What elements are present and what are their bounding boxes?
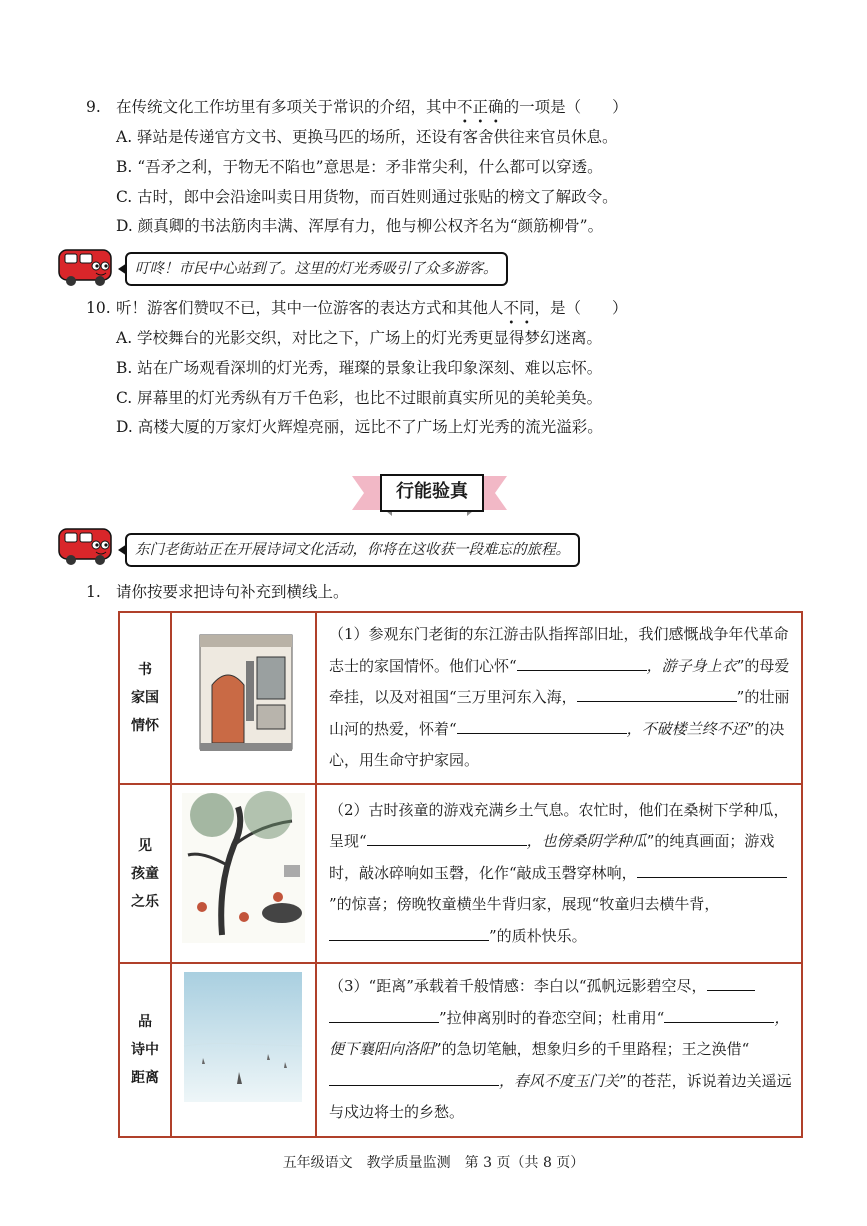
text-segment: ”的决心，用生命守护家园。 [329,719,785,770]
label-line: 之乐 [131,893,159,910]
emphasis-char: 不 [503,299,520,317]
fill-blank[interactable] [367,827,527,846]
option-d[interactable]: D. 高楼大厦的万家灯火辉煌亮丽，远比不了广场上灯光秀的流光溢彩。 [116,418,603,436]
illustration-cell [171,612,316,784]
text-segment: ”的惊喜；傍晚牧童横坐牛背归家，展现“牧童归去横牛背， [329,895,720,914]
row-label [119,612,171,784]
fill-blank[interactable] [329,1067,499,1086]
text-segment: ”的母爱牵挂，以及对祖国“三万里河东入海， [329,656,790,707]
text-segment: （2）古时孩童的游戏充满乡土气息。农忙时，他们在桑树下学种瓜，呈现“ [329,800,789,851]
text-segment: ”的苍茫，诉说着边关遥远与戍边将士的乡愁。 [329,1071,792,1122]
bubble-text: 叮咚！市民中心站到了。这里的灯光秀吸引了众多游客。 [135,261,498,277]
text-segment: ”的急切笔触，想象归乡的千里路程；王之涣借“ [434,1040,750,1059]
illustration-cell [171,784,316,963]
stem-text: 听！游客们赞叹不已，其中一位游客的表达方式和其他人 [116,299,504,317]
row-text [316,963,802,1137]
stem-text: 请你按要求把诗句补充到横线上。 [116,583,349,601]
stem-text: 的一项是（ ） [503,98,628,116]
printed-verse: ，不破楼兰终不还 [626,719,747,738]
fill-blank[interactable] [329,922,489,941]
lake-sailboats-illustration [172,964,315,1132]
fill-blank[interactable] [687,683,737,702]
label-line: 家国 [131,690,159,706]
text-segment: ”的壮丽山河的热爱，怀着“ [329,688,790,738]
table-row [119,963,802,1137]
option-b[interactable]: B. 站在广场观看深圳的灯光秀，璀璨的景象让我印象深刻、难以忘怀。 [116,359,603,377]
fill-blank[interactable] [707,972,755,991]
fill-blank[interactable] [697,859,787,878]
option-c[interactable]: C. 屏幕里的灯光秀纵有万千色彩，也比不过眼前真实所见的美轮美奂。 [116,389,603,407]
label-line: 见 [138,837,152,854]
label-line: 距离 [131,1070,159,1086]
text-segment: （1）参观东门老街的东江游击队指挥部旧址，我们感慨战争年代革命志士的家国情怀。他们心怀“ [329,625,789,675]
label-line: 诗中 [131,1042,159,1058]
table-row [119,784,802,963]
fill-blank[interactable] [329,1004,439,1023]
question-10-stem [86,293,628,323]
text-segment: ”的质朴快乐。 [489,926,587,945]
speech-bubble [125,252,508,286]
stem-text: ，是（ ） [534,299,628,317]
fill-blank[interactable] [664,1004,774,1023]
question-number: 9. [86,98,101,116]
section-title: 行能验真 [380,474,484,512]
printed-verse: ，便下襄阳向洛阳 [329,1008,790,1059]
bubble-text: 东门老街站正在开展诗词文化活动，你将在这收获一段难忘的旅程。 [135,542,570,558]
bus-mascot-icon [56,523,118,567]
stem-text: 在传统文化工作坊里有多项关于常识的介绍，其中 [116,98,458,116]
option-a[interactable]: A. 学校舞台的光影交织，对比之下，广场上的灯光秀更显得梦幻迷离。 [116,329,603,347]
page-footer: 五年级语文 教学质量监测 第 3 页（共 8 页） [282,1155,585,1171]
emphasis-char: 不 [457,98,473,116]
printed-verse: ，春风不度玉门关 [499,1071,620,1090]
row-label [119,784,171,963]
question-number: 10. [86,299,111,317]
bus-mascot-icon [56,244,118,288]
printed-verse: ，也傍桑阴学种瓜 [526,832,647,851]
text-segment: ”的纯真画面；游戏时，敲冰碎响如玉磬，化作“敲成玉磬穿林响， [329,832,775,882]
label-line: 书 [138,662,152,678]
old-building-illustration [172,613,315,779]
label-line: 品 [138,1014,152,1030]
emphasis-char: 确 [488,98,504,116]
option-a[interactable]: A. 驿站是传递官方文书、更换马匹的场所，还设有客舍供往来官员休息。 [116,128,618,146]
label-line: 情怀 [131,718,159,734]
printed-verse: ，游子身上衣 [646,656,737,675]
fill-blank[interactable] [577,683,687,702]
row-label [119,963,171,1137]
text-segment: ”拉伸离别时的眷恋空间；杜甫用“ [439,1008,665,1027]
fill-blank[interactable] [637,859,697,878]
illustration-cell [171,963,316,1137]
table-row [119,612,802,784]
children-play-illustration [172,785,315,958]
emphasis-char: 正 [472,98,489,116]
fill-blank[interactable] [517,652,647,671]
fill-blank[interactable] [457,715,627,734]
option-c[interactable]: C. 古时，郎中会沿途叫卖日用货物，而百姓则通过张贴的榜文了解政令。 [116,188,618,206]
emphasis-char: 同 [519,299,535,317]
speech-bubble [125,533,580,567]
question-9-stem [86,92,628,122]
label-line: 孩童 [131,865,159,882]
option-d[interactable]: D. 颜真卿的书法筋肉丰满、浑厚有力，他与柳公权齐名为“颜筋柳骨”。 [116,217,604,235]
question-1-stem [86,577,349,607]
row-text [316,784,802,963]
row-text [316,612,802,784]
text-segment: （3）“距离”承载着千般情感：李白以“孤帆远影碧空尽， [329,977,707,996]
option-b[interactable]: B. “吾矛之利，于物无不陷也”意思是：矛非常尖利，什么都可以穿透。 [116,158,603,176]
question-number: 1. [86,583,101,601]
poem-table [118,611,803,1138]
